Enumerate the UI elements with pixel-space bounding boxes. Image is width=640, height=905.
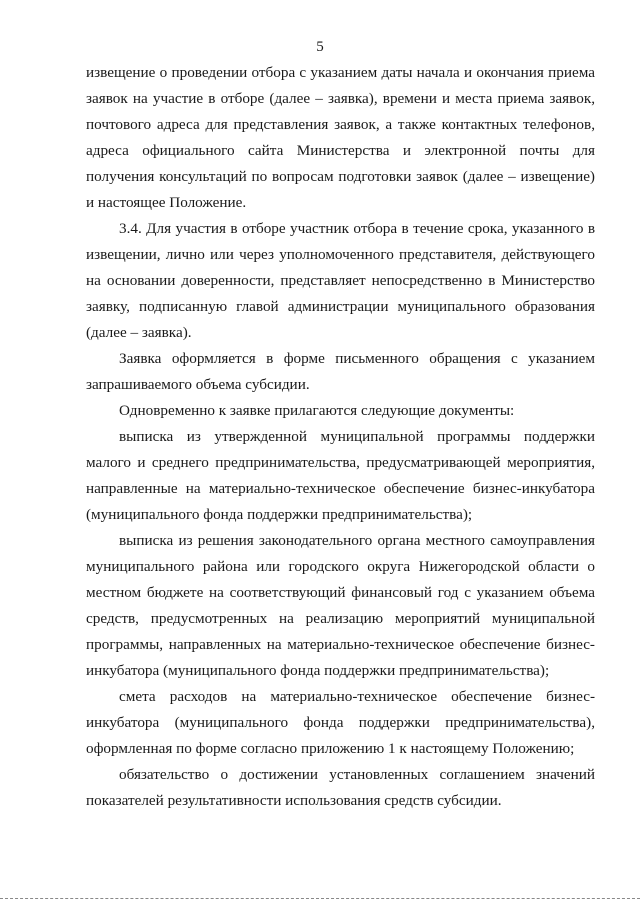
page-number: 5 (316, 39, 324, 55)
paragraph-application-form: Заявка оформляется в форме письменного обращения с указанием запрашиваемого объема субсидии. (86, 350, 595, 393)
document-body (86, 60, 595, 814)
paragraph-program-extract: выписка из утвержденной муниципальной программы поддержки малого и среднего предпринимательства, предусматривающей мероприятия, направленные на материально-техническое обеспечение бизнес-инкубатора (муниципального фонда поддержки предпринимательства); (86, 428, 595, 523)
paragraph-notice: извещение о проведении отбора с указанием даты начала и окончания приема заявок на участие в отборе (далее – заявка), времени и места приема заявок, почтового адреса для представления заявок, а также контактных телефонов, адреса официального сайта Министерства и электронной почты для получения консультаций по вопросам подготовки заявок (далее – извещение) и настоящее Положение. (86, 64, 595, 211)
page-bottom-edge (0, 898, 640, 899)
paragraph-cost-estimate: смета расходов на материально-техническое обеспечение бизнес-инкубатора (муниципального фонда поддержки предпринимательства), оформленная по форме согласно приложению 1 к настоящему Положению; (86, 688, 595, 757)
paragraph-section-3-4: 3.4. Для участия в отборе участник отбора в течение срока, указанного в извещении, лично или через уполномоченного представителя, действующего на основании доверенности, представляет непосредственно в Министерство заявку, подписанную главой администрации муниципального образования (далее – заявка). (86, 220, 595, 341)
paragraph-documents-intro: Одновременно к заявке прилагаются следующие документы: (119, 402, 515, 419)
paragraph-obligation: обязательство о достижении установленных соглашением значений показателей результативности использования средств субсидии. (86, 766, 595, 809)
paragraph-budget-extract: выписка из решения законодательного органа местного самоуправления муниципального района или городского округа Нижегородской области о местном бюджете на соответствующий финансовый год с указанием объема средств, предусмотренных на реализацию мероприятий муниципальной программы, направленных на материально-техническое обеспечение бизнес-инкубатора (муниципального фонда поддержки предпринимательства); (86, 532, 595, 679)
